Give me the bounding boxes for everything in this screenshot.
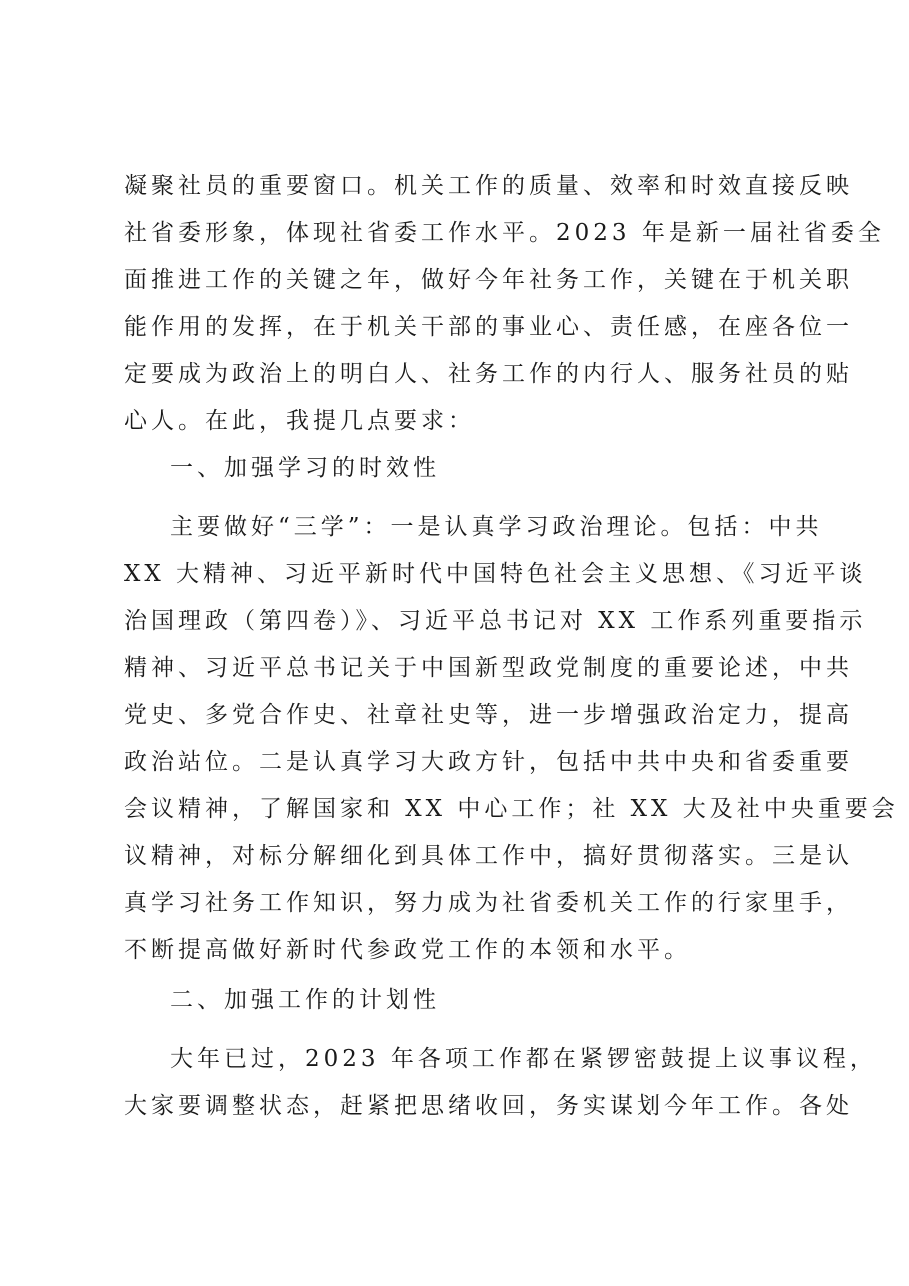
paragraph-line: 心人。在此，我提几点要求： (124, 408, 475, 434)
paragraph-line: 治国理政（第四卷）》、习近平总书记对 XX 工作系列重要指示 (124, 608, 867, 634)
paragraph-line: 定要成为政治上的明白人、社务工作的内行人、服务社员的贴 (124, 361, 853, 387)
paragraph-line: 面推进工作的关键之年，做好今年社务工作，关键在于机关职 (124, 267, 853, 293)
paragraph-line: 凝聚社员的重要窗口。机关工作的质量、效率和时效直接反映 (124, 173, 853, 199)
paragraph-line: 能作用的发挥，在于机关干部的事业心、责任感，在座各位一 (124, 314, 853, 340)
section-heading: 一、加强学习的时效性 (170, 455, 440, 481)
paragraph-line: 社省委形象，体现社省委工作水平。2023 年是新一届社省委全 (124, 220, 885, 246)
paragraph-line: 不断提高做好新时代参政党工作的本领和水平。 (124, 937, 691, 963)
paragraph-line: 大家要调整状态，赶紧把思绪收回，务实谋划今年工作。各处 (124, 1093, 853, 1119)
paragraph-line: 党史、多党合作史、社章社史等，进一步增强政治定力，提高 (124, 702, 853, 728)
paragraph-line: XX 大精神、习近平新时代中国特色社会主义思想、《习近平谈 (124, 561, 867, 587)
paragraph-line: 真学习社务工作知识，努力成为社省委机关工作的行家里手， (124, 890, 853, 916)
paragraph-line: 精神、习近平总书记关于中国新型政党制度的重要论述，中共 (124, 655, 853, 681)
paragraph-line: 主要做好“三学”：一是认真学习政治理论。包括：中共 (170, 514, 823, 540)
section-heading: 二、加强工作的计划性 (170, 987, 440, 1013)
paragraph-line: 会议精神，了解国家和 XX 中心工作；社 XX 大及社中央重要会 (124, 796, 899, 822)
paragraph-line: 大年已过，2023 年各项工作都在紧锣密鼓提上议事议程， (170, 1046, 877, 1072)
paragraph-line: 政治站位。二是认真学习大政方针，包括中共中央和省委重要 (124, 749, 853, 775)
paragraph-line: 议精神，对标分解细化到具体工作中，搞好贯彻落实。三是认 (124, 843, 853, 869)
